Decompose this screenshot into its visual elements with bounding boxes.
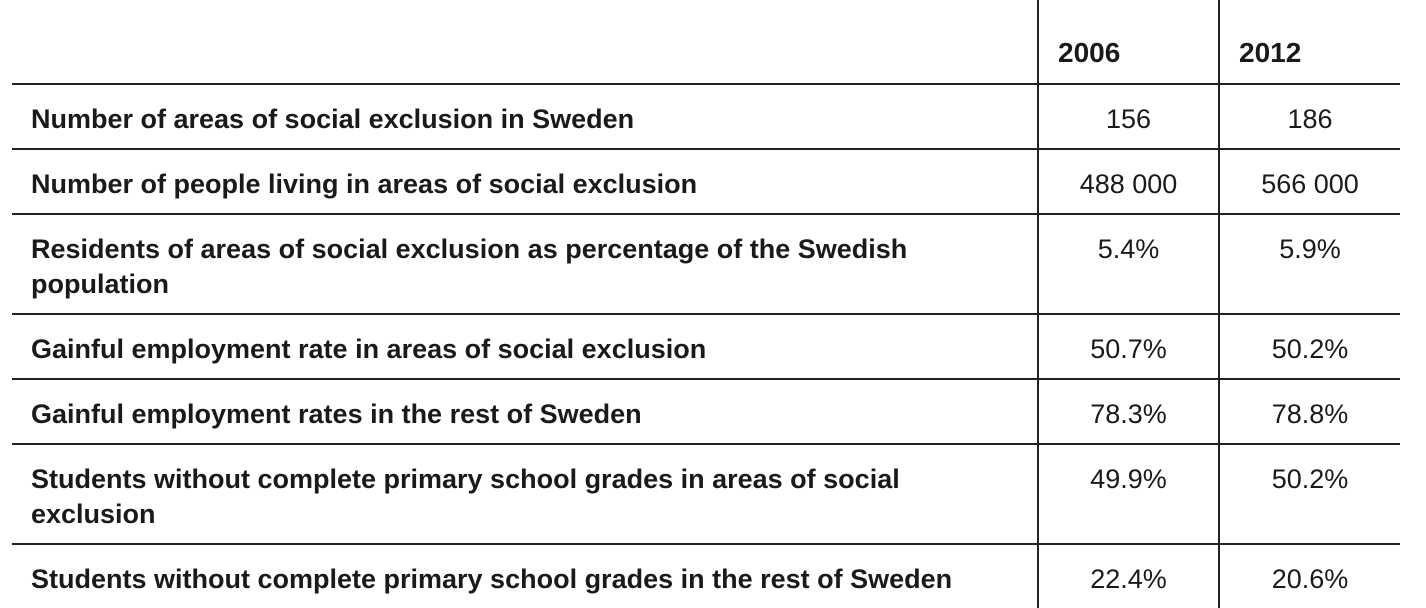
table-body <box>12 84 1400 608</box>
value-2012: 78.8% <box>1219 379 1400 444</box>
social-exclusion-table <box>12 0 1400 608</box>
row-label: Gainful employment rates in the rest of Sweden <box>12 379 1038 444</box>
value-2006: 22.4% <box>1038 544 1219 608</box>
table-row <box>12 444 1400 544</box>
value-2012: 20.6% <box>1219 544 1400 608</box>
value-2012: 5.9% <box>1219 214 1400 314</box>
header-cell-label <box>12 0 1038 84</box>
table-row <box>12 544 1400 608</box>
row-label: Number of people living in areas of social exclusion <box>12 149 1038 214</box>
value-2012: 50.2% <box>1219 314 1400 379</box>
value-2012: 186 <box>1219 84 1400 149</box>
row-label: Residents of areas of social exclusion as percentage of the Swedish population <box>12 214 1038 314</box>
table-row <box>12 379 1400 444</box>
value-2012: 566 000 <box>1219 149 1400 214</box>
table-header <box>12 0 1400 84</box>
table-row <box>12 84 1400 149</box>
table-row <box>12 314 1400 379</box>
header-cell-2006: 2006 <box>1038 0 1219 84</box>
value-2006: 49.9% <box>1038 444 1219 544</box>
value-2006: 78.3% <box>1038 379 1219 444</box>
header-row <box>12 0 1400 84</box>
row-label: Gainful employment rate in areas of social exclusion <box>12 314 1038 379</box>
row-label: Number of areas of social exclusion in Sweden <box>12 84 1038 149</box>
header-cell-2012: 2012 <box>1219 0 1400 84</box>
row-label: Students without complete primary school grades in areas of social exclusion <box>12 444 1038 544</box>
value-2012: 50.2% <box>1219 444 1400 544</box>
row-label: Students without complete primary school grades in the rest of Sweden <box>31 564 953 594</box>
data-table-container <box>12 0 1400 596</box>
value-2006: 156 <box>1038 84 1219 149</box>
value-2006: 50.7% <box>1038 314 1219 379</box>
value-2006: 488 000 <box>1038 149 1219 214</box>
table-row <box>12 149 1400 214</box>
value-2006: 5.4% <box>1038 214 1219 314</box>
table-row <box>12 214 1400 314</box>
